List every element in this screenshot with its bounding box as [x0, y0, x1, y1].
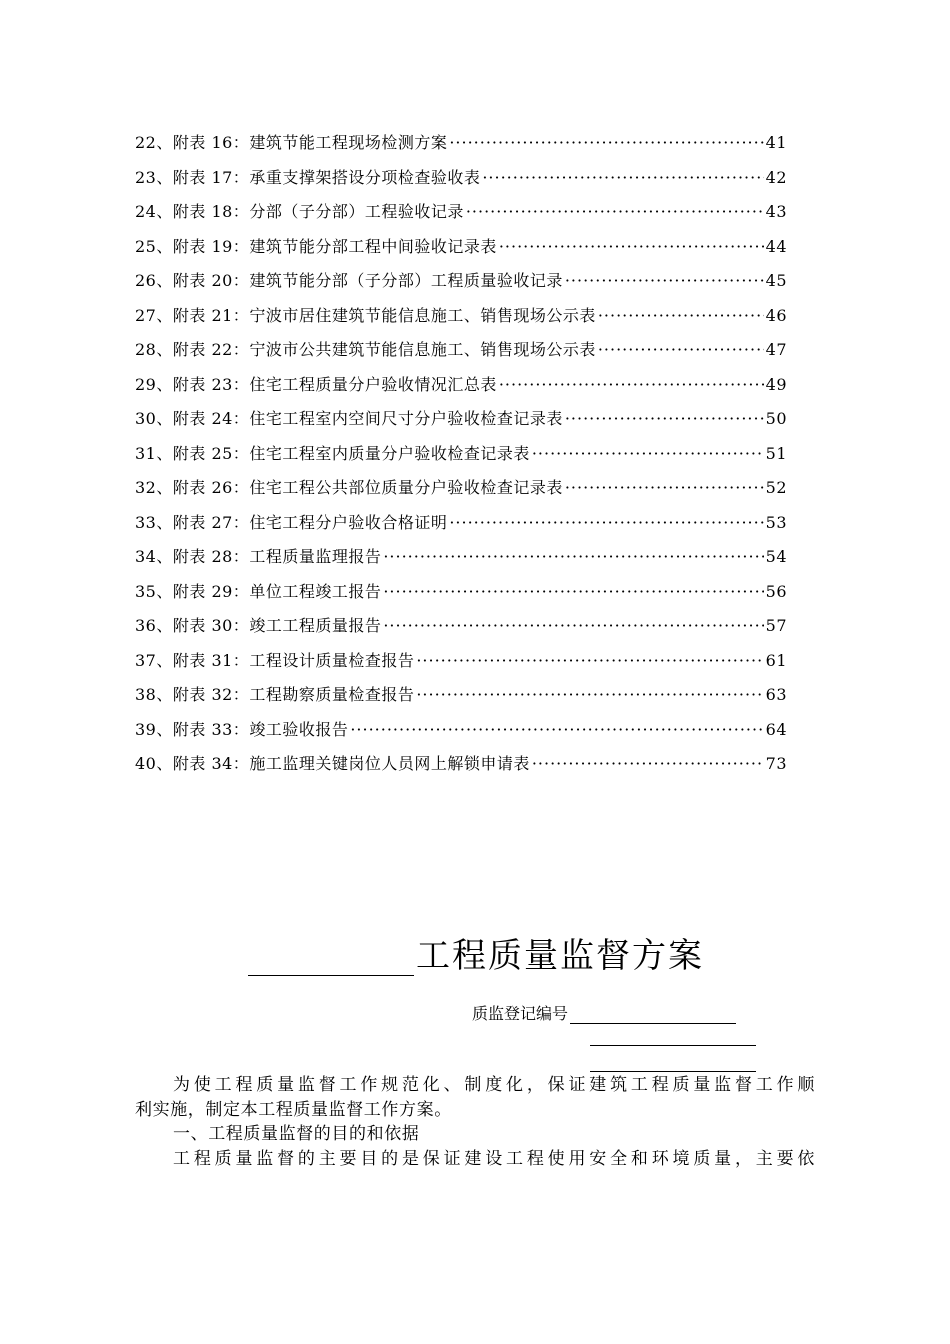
toc-entry-number: 34、附表 28：	[135, 547, 250, 566]
toc-entry-page: 57	[765, 616, 787, 635]
toc-entry-page: 43	[765, 202, 787, 221]
toc-entry-title: 工程质量监理报告	[249, 547, 382, 566]
toc-entry-number: 30、附表 24：	[135, 409, 250, 428]
toc-entry-title: 宁波市居住建筑节能信息施工、销售现场公示表	[249, 305, 596, 325]
toc-entry-title: 住宅工程室内空间尺寸分户验收检查记录表	[249, 409, 563, 428]
toc-leader-dots	[383, 609, 763, 644]
toc-entry	[135, 575, 787, 610]
toc-leader-dots	[449, 506, 763, 541]
toc-entry-page: 42	[765, 167, 787, 187]
toc-entry-page: 56	[765, 581, 787, 601]
toc-entry-number: 33、附表 27：	[135, 512, 250, 532]
toc-entry-page: 52	[765, 478, 787, 497]
toc-entry-number: 28、附表 22：	[135, 340, 250, 359]
toc-leader-dots	[598, 299, 764, 334]
toc-entry-page: 53	[765, 512, 787, 532]
toc-entry	[135, 126, 787, 161]
toc-leader-dots	[416, 644, 763, 679]
toc-entry-page: 44	[765, 236, 787, 256]
toc-entry-number: 24、附表 18：	[135, 202, 250, 221]
toc-entry-page: 64	[765, 719, 787, 739]
toc-entry	[135, 540, 787, 575]
toc-entry	[135, 644, 787, 679]
toc-leader-dots	[482, 161, 763, 196]
toc-leader-dots	[565, 402, 764, 437]
toc-entry-page: 63	[765, 685, 787, 704]
toc-entry-title: 建筑节能分部（子分部）工程质量验收记录	[249, 271, 563, 290]
toc-entry-page: 73	[765, 754, 787, 773]
registration-label: 质监登记编号	[472, 1004, 569, 1023]
toc-entry	[135, 747, 787, 782]
registration-blank-line-2	[590, 1045, 756, 1046]
section-heading: 一、工程质量监督的目的和依据	[173, 1124, 420, 1144]
paragraph-line: 工程质量监督的主要目的是保证建设工程使用安全和环境质量，主要依	[173, 1148, 815, 1169]
registration-number-row	[472, 1000, 736, 1024]
toc-entry-page: 45	[765, 271, 787, 290]
toc-entry-title: 竣工工程质量报告	[249, 616, 382, 635]
registration-blank-line	[570, 1003, 736, 1024]
toc-entry-page: 47	[765, 340, 787, 359]
toc-entry-number: 22、附表 16：	[135, 133, 250, 152]
toc-entry-number: 32、附表 26：	[135, 478, 250, 497]
toc-entry-number: 36、附表 30：	[135, 616, 250, 635]
toc-entry	[135, 161, 787, 196]
toc-entry	[135, 402, 787, 437]
toc-entry	[135, 230, 787, 265]
toc-entry-number: 38、附表 32：	[135, 685, 250, 704]
toc-entry-number: 27、附表 21：	[135, 305, 250, 325]
toc-entry-title: 施工监理关键岗位人员网上解锁申请表	[249, 754, 530, 773]
paragraph-line: 利实施，制定本工程质量监督工作方案。	[135, 1099, 452, 1120]
toc-leader-dots	[383, 575, 763, 610]
toc-entry-number: 25、附表 19：	[135, 236, 250, 256]
toc-entry-page: 49	[765, 374, 787, 394]
toc-leader-dots	[598, 333, 764, 368]
toc-leader-dots	[532, 437, 764, 472]
toc-entry	[135, 609, 787, 644]
toc-leader-dots	[383, 540, 763, 575]
table-of-contents	[135, 126, 787, 782]
document-title	[248, 928, 704, 976]
toc-entry-title: 分部（子分部）工程验收记录	[249, 202, 464, 221]
toc-leader-dots	[416, 678, 763, 713]
toc-entry	[135, 264, 787, 299]
toc-entry	[135, 713, 787, 748]
toc-entry-page: 54	[765, 547, 787, 566]
toc-entry-number: 40、附表 34：	[135, 754, 250, 773]
toc-leader-dots	[466, 195, 764, 230]
toc-entry-title: 承重支撑架搭设分项检查验收表	[249, 167, 481, 187]
toc-entry-title: 建筑节能分部工程中间验收记录表	[249, 236, 497, 256]
toc-entry	[135, 368, 787, 403]
toc-entry-page: 61	[765, 650, 787, 670]
toc-leader-dots	[350, 713, 763, 748]
toc-entry-page: 41	[765, 133, 787, 152]
paragraph-line: 为使工程质量监督工作规范化、制度化，保证建筑工程质量监督工作顺	[173, 1075, 815, 1095]
toc-entry-number: 26、附表 20：	[135, 271, 250, 290]
toc-entry-title: 住宅工程质量分户验收情况汇总表	[249, 374, 497, 394]
toc-entry-title: 单位工程竣工报告	[249, 581, 382, 601]
toc-leader-dots	[565, 471, 764, 506]
toc-entry-title: 住宅工程室内质量分户验收检查记录表	[249, 443, 530, 463]
toc-entry	[135, 678, 787, 713]
toc-entry-title: 宁波市公共建筑节能信息施工、销售现场公示表	[249, 340, 596, 359]
page-title: 工程质量监督方案	[416, 936, 704, 976]
toc-entry-title: 住宅工程分户验收合格证明	[249, 512, 448, 532]
toc-entry-number: 37、附表 31：	[135, 650, 250, 670]
toc-leader-dots	[532, 747, 764, 782]
toc-entry	[135, 471, 787, 506]
document-body	[135, 1073, 815, 1171]
toc-entry-title: 工程设计质量检查报告	[249, 650, 415, 670]
toc-entry-page: 50	[765, 409, 787, 428]
toc-leader-dots	[499, 368, 764, 403]
toc-entry-title: 竣工验收报告	[249, 719, 349, 739]
registration-blank-line-3	[590, 1071, 756, 1072]
title-blank-line	[248, 937, 414, 976]
toc-entry-number: 31、附表 25：	[135, 443, 250, 463]
toc-entry	[135, 333, 787, 368]
toc-entry	[135, 437, 787, 472]
toc-entry-number: 35、附表 29：	[135, 581, 250, 601]
toc-leader-dots	[499, 230, 764, 265]
toc-entry	[135, 195, 787, 230]
toc-entry-number: 29、附表 23：	[135, 374, 250, 394]
toc-leader-dots	[565, 264, 764, 299]
toc-entry-title: 住宅工程公共部位质量分户验收检查记录表	[249, 478, 563, 497]
toc-entry-title: 工程勘察质量检查报告	[249, 685, 415, 704]
toc-entry-title: 建筑节能工程现场检测方案	[249, 133, 448, 152]
toc-entry	[135, 299, 787, 334]
toc-leader-dots	[449, 126, 763, 161]
toc-entry-number: 39、附表 33：	[135, 719, 250, 739]
toc-entry-number: 23、附表 17：	[135, 167, 250, 187]
toc-entry-page: 51	[765, 443, 787, 463]
toc-entry-page: 46	[765, 305, 787, 325]
toc-entry	[135, 506, 787, 541]
